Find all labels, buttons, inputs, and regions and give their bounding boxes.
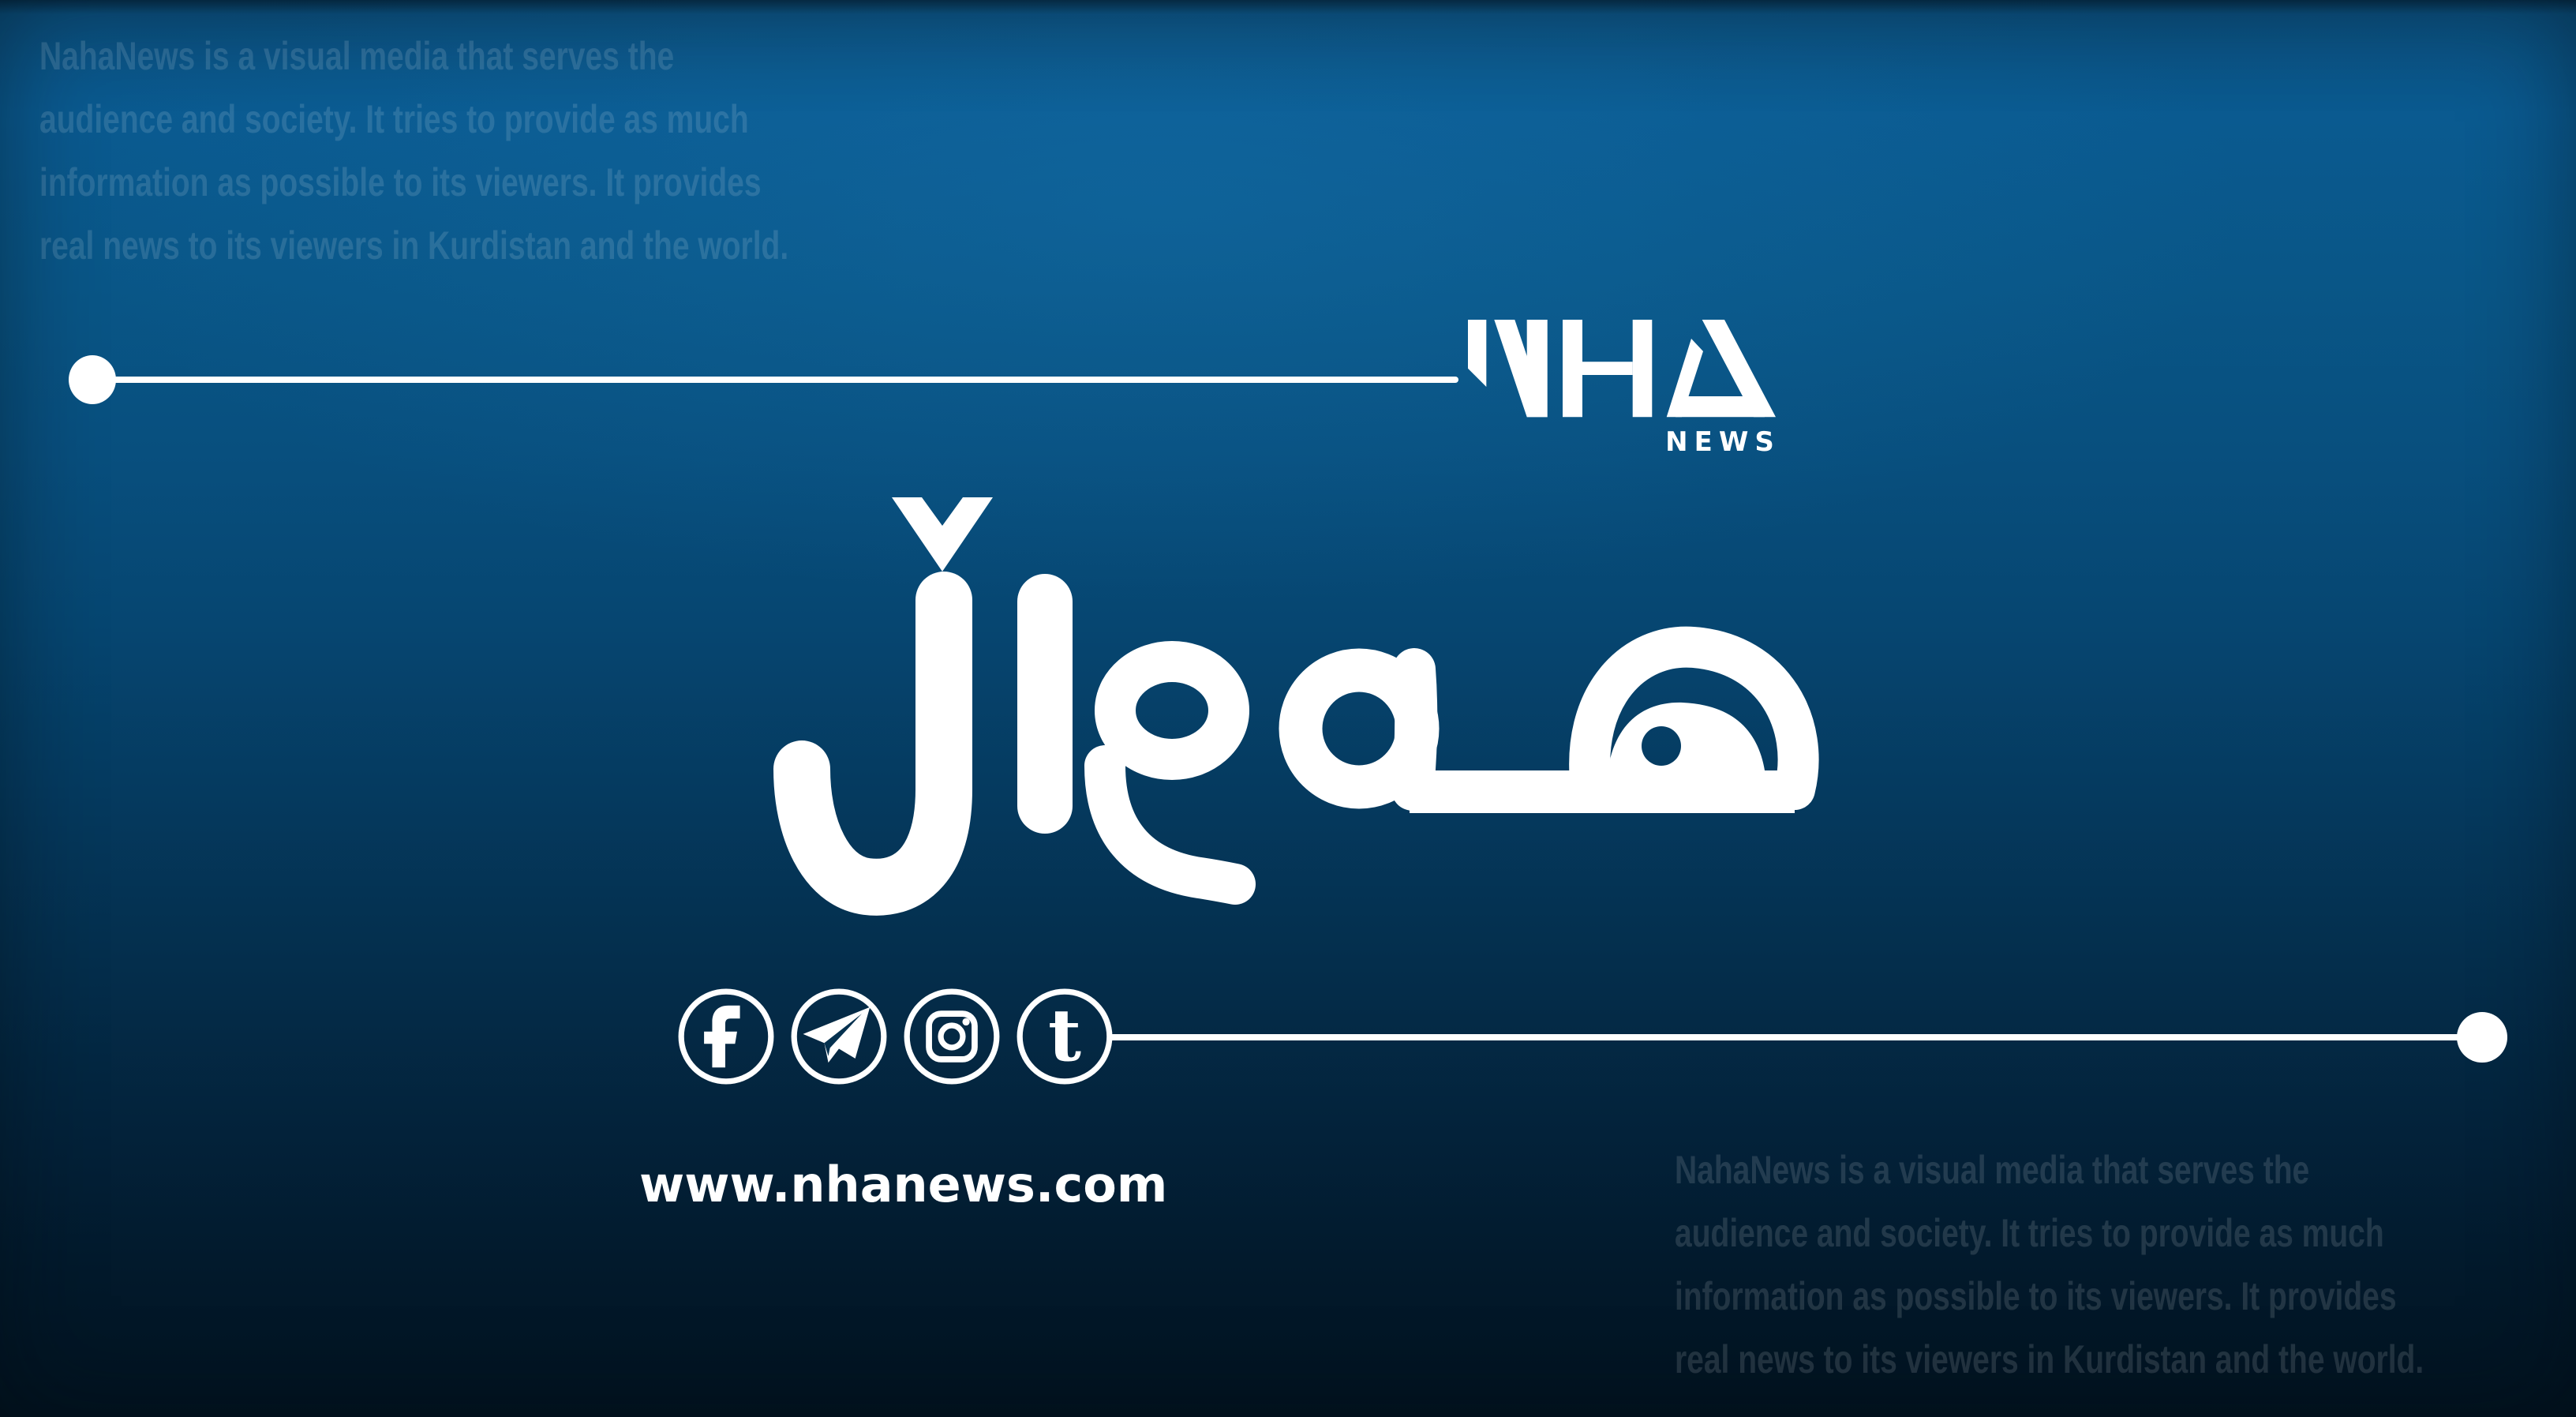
watermark-line: real news to its viewers in Kurdistan and the world. [1675, 1337, 2424, 1381]
watermark-line: information as possible to its viewers. It provides [1675, 1274, 2397, 1318]
telegram-icon[interactable] [790, 988, 888, 1085]
kurdish-headline [773, 474, 1831, 963]
about-watermark-top [39, 24, 788, 277]
social-icons-row [677, 988, 1114, 1085]
tumblr-icon[interactable] [1016, 988, 1114, 1085]
facebook-icon[interactable] [677, 988, 775, 1085]
watermark-line: information as possible to its viewers. It provides [39, 160, 762, 204]
instagram-icon[interactable] [903, 988, 1001, 1085]
tumblr-glyph: t [1048, 993, 1081, 1078]
watermark-line: audience and society. It tries to provide as much [39, 97, 749, 141]
logo-subtitle: NEWS [1665, 426, 1780, 458]
about-watermark-bottom [1675, 1138, 2424, 1391]
watermark-line: real news to its viewers in Kurdistan and the world. [39, 223, 789, 268]
watermark-line: audience and society. It tries to provide as much [1675, 1211, 2384, 1255]
bottom-divider-line [1108, 1034, 2482, 1040]
watermark-line: NahaNews is a visual media that serves the [1675, 1148, 2310, 1192]
headline-strokes [802, 497, 1799, 887]
nha-news-logo [1452, 308, 1807, 466]
logo-letters-nha [1468, 320, 1776, 417]
right-line-dot [2457, 1012, 2507, 1063]
top-divider-line [87, 377, 1458, 383]
watermark-line: NahaNews is a visual media that serves the [39, 34, 675, 78]
website-url[interactable]: www.nhanews.com [639, 1156, 1168, 1213]
